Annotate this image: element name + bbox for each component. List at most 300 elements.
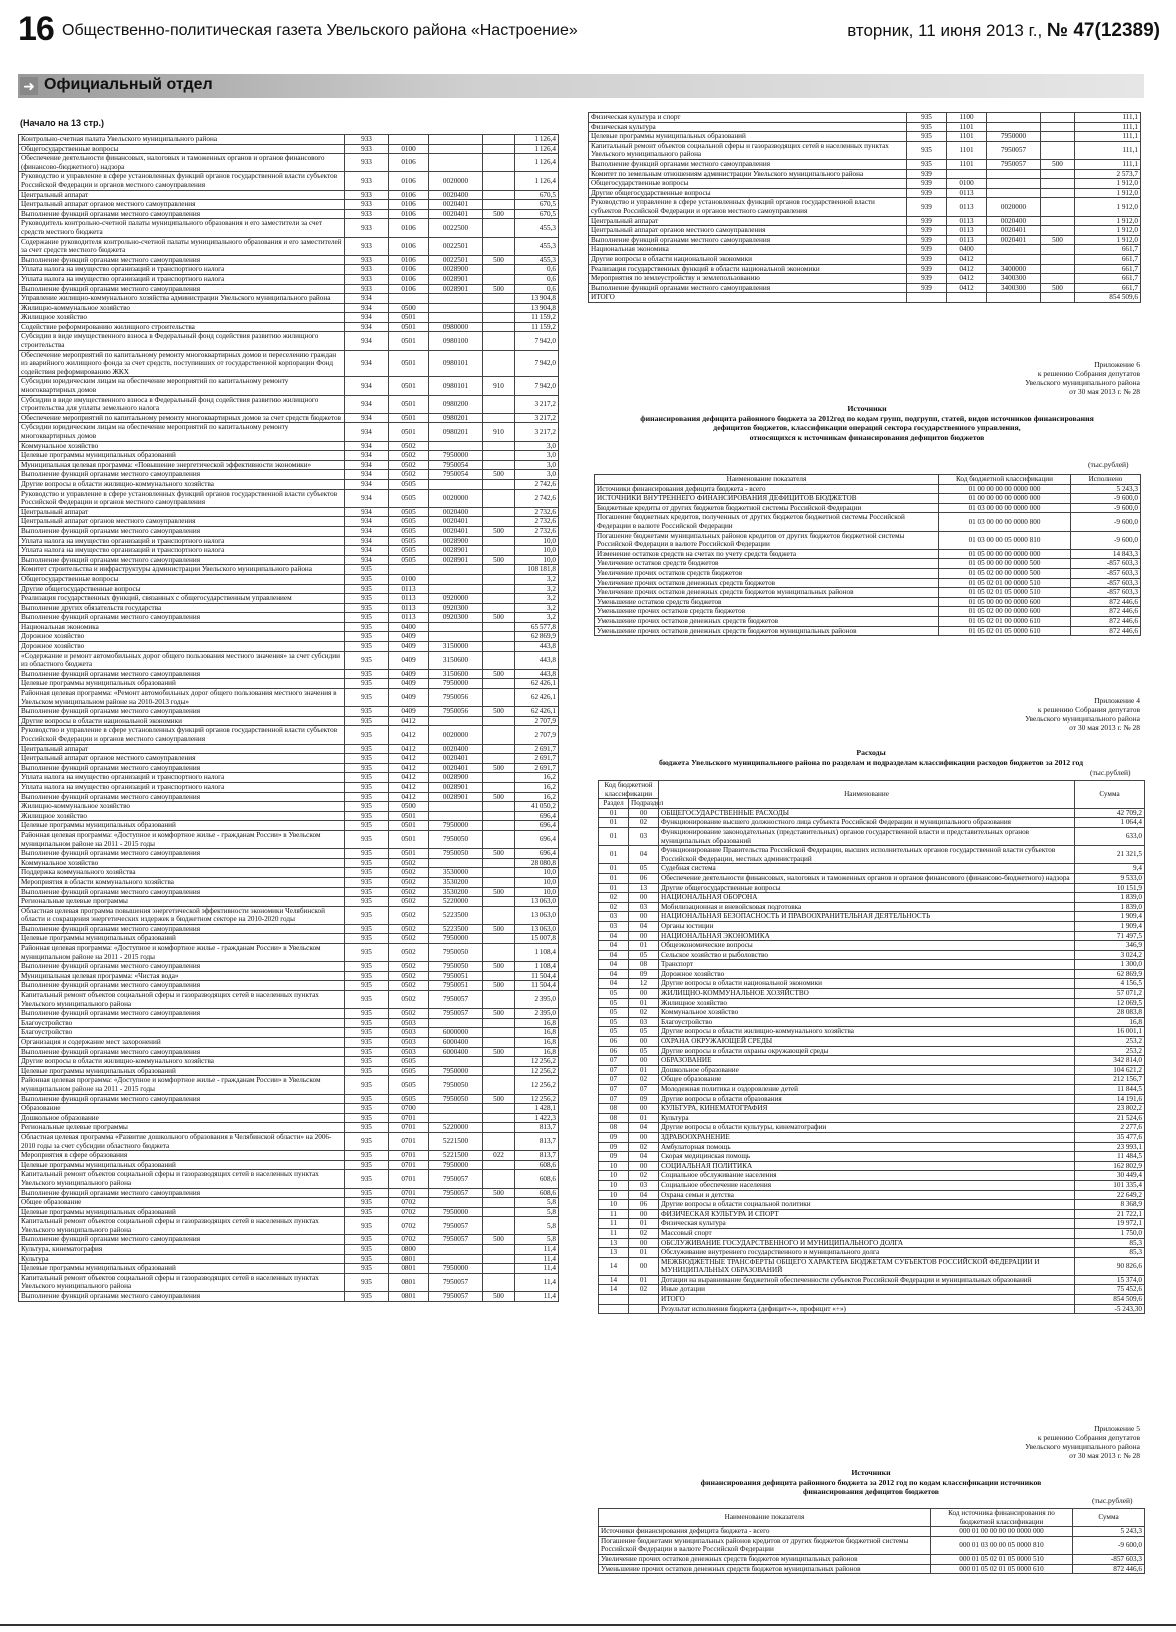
table-cell	[987, 113, 1041, 123]
table-cell: Целевые программы муниципальных образований	[589, 132, 907, 142]
table-cell: Дошкольное образование	[659, 1065, 1075, 1075]
date-text: вторник, 11 июня 2013 г.,	[847, 21, 1043, 40]
table-cell: 935	[345, 924, 389, 934]
table-cell: 5,8	[515, 1207, 559, 1217]
table-cell: 872 446,6	[1071, 626, 1141, 636]
table-cell: 934	[345, 313, 389, 323]
table-cell: 7950050	[429, 830, 483, 848]
table-cell	[483, 1132, 515, 1150]
table-cell: 0502	[389, 441, 429, 451]
table-cell: 0502	[389, 1009, 429, 1019]
table-row	[19, 944, 559, 962]
table-cell: 01 05 00 00 00 0000 000	[939, 549, 1071, 559]
table-cell	[483, 689, 515, 707]
table-cell: 16,2	[515, 792, 559, 802]
table-cell: 0502	[389, 897, 429, 907]
table-cell: Выполнение функций органами местного самоуправления	[19, 1235, 345, 1245]
table-cell: 7950050	[429, 944, 483, 962]
table-row	[19, 897, 559, 907]
table-cell: Контрольно-счетная палата Увельского муниципального района	[19, 135, 345, 145]
table-row	[19, 707, 559, 717]
table-cell: 0501	[389, 395, 429, 413]
table-cell: 0500	[389, 802, 429, 812]
table-cell: 7950051	[429, 971, 483, 981]
table-cell: Целевые программы муниципальных образований	[19, 1264, 345, 1274]
table-cell: 01 05 02 01 05 0000 510	[939, 588, 1071, 598]
appendix4-header-razdel: Раздел	[599, 799, 629, 809]
table-cell: 934	[345, 441, 389, 451]
table-cell: Выполнение функций органами местного самоуправления	[19, 669, 345, 679]
table-row	[595, 588, 1141, 598]
table-cell: 5,8	[515, 1217, 559, 1235]
table-cell: 0980100	[429, 332, 483, 350]
table-cell: Выполнение функций органами местного самоуправления	[19, 981, 345, 991]
table-cell: -857 603,3	[1071, 559, 1141, 569]
table-row	[19, 322, 559, 332]
table-cell: 0106	[389, 154, 429, 172]
table-cell: 0502	[389, 906, 429, 924]
table-cell: 62 426,1	[515, 679, 559, 689]
table-cell	[483, 632, 515, 642]
table-cell: 7950000	[429, 451, 483, 461]
table-row	[595, 494, 1141, 504]
table-row	[589, 245, 1141, 255]
table-cell: МЕЖБЮДЖЕТНЫЕ ТРАНСФЕРТЫ ОБЩЕГО ХАРАКТЕРА БЮДЖЕТАМ СУБЪЕКТОВ РОССИЙСКОЙ ФЕДЕРАЦИИ И МУНИЦИПАЛЬНЫХ ОБРАЗОВАНИЙ	[659, 1257, 1075, 1275]
table-cell	[483, 237, 515, 255]
table-row	[599, 1248, 1145, 1258]
table-row	[595, 578, 1141, 588]
table-cell: 12 256,2	[515, 1066, 559, 1076]
table-row	[19, 782, 559, 792]
table-cell: 935	[345, 802, 389, 812]
table-cell: -857 603,3	[1071, 578, 1141, 588]
table-cell: 01	[599, 846, 629, 864]
table-cell: 0500	[389, 303, 429, 313]
table-cell: 0502	[389, 934, 429, 944]
table-row	[19, 1273, 559, 1291]
table-cell	[483, 944, 515, 962]
table-cell: 0501	[389, 377, 429, 395]
table-cell: 12 069,5	[1075, 998, 1145, 1008]
table-cell: 0022501	[429, 255, 483, 265]
table-row	[19, 1104, 559, 1114]
table-cell: 670,5	[515, 200, 559, 210]
table-row	[19, 811, 559, 821]
table-cell	[1041, 141, 1075, 159]
table-cell: 2 573,7	[1075, 169, 1141, 179]
table-cell: 346,9	[1075, 941, 1145, 951]
table-row	[19, 877, 559, 887]
table-cell: 00	[629, 931, 659, 941]
table-cell: 0502	[389, 877, 429, 887]
table-cell: 500	[483, 962, 515, 972]
table-cell: 08	[629, 960, 659, 970]
table-cell: 935	[907, 122, 947, 132]
table-cell: 16,8	[515, 1018, 559, 1028]
table-cell: 0113	[947, 216, 987, 226]
table-cell	[483, 1254, 515, 1264]
table-cell	[483, 991, 515, 1009]
table-cell: 13	[599, 1248, 629, 1258]
table-cell: 608,6	[515, 1160, 559, 1170]
table-cell: Молодежная политика и оздоровление детей	[659, 1085, 1075, 1095]
table-cell	[429, 479, 483, 489]
table-row	[19, 868, 559, 878]
table-cell: 0980101	[429, 377, 483, 395]
table-cell	[429, 144, 483, 154]
table-cell	[1041, 226, 1075, 236]
table-cell: Иные дотации	[659, 1285, 1075, 1295]
table-cell: 0412	[389, 716, 429, 726]
table-cell: 10	[599, 1180, 629, 1190]
table-cell	[429, 1104, 483, 1114]
table-cell: 910	[483, 423, 515, 441]
table-cell: Содействие реформированию жилищного строительства	[19, 322, 345, 332]
table-cell: 0801	[389, 1273, 429, 1291]
table-cell: 3,2	[515, 603, 559, 613]
table-row	[19, 1066, 559, 1076]
table-cell	[483, 642, 515, 652]
table-cell	[1041, 254, 1075, 264]
table-cell: 0920300	[429, 613, 483, 623]
table-cell: Выполнение функций органами местного самоуправления	[19, 1188, 345, 1198]
table-cell: 500	[483, 284, 515, 294]
table-cell: Другие вопросы в области национальной экономики	[589, 254, 907, 264]
table-cell: 0412	[947, 264, 987, 274]
table-cell: 01 03 00 00 05 0000 810	[939, 531, 1071, 549]
table-row	[19, 144, 559, 154]
table-cell	[483, 1207, 515, 1217]
table-row	[19, 395, 559, 413]
table-cell: Выполнение функций органами местного самоуправления	[19, 1047, 345, 1057]
table-cell	[483, 1018, 515, 1028]
table-cell: 0113	[389, 584, 429, 594]
table-cell: 03	[629, 1017, 659, 1027]
table-row	[599, 1017, 1145, 1027]
table-row	[19, 565, 559, 575]
table-row	[19, 584, 559, 594]
table-cell: Руководитель контрольно-счетной палаты муниципального образования и его заместители за счет средств местного бюджета	[19, 219, 345, 237]
table-cell: «Содержание и ремонт автомобильных дорог общего пользования местного значения» за счет субсидии из областного бюджета	[19, 651, 345, 669]
table-cell	[429, 154, 483, 172]
table-cell: Жилищное хозяйство	[19, 313, 345, 323]
table-cell: 661,7	[1075, 283, 1141, 293]
table-cell: 01	[599, 818, 629, 828]
table-row	[595, 484, 1141, 494]
table-row	[599, 1075, 1145, 1085]
table-cell	[483, 1028, 515, 1038]
table-cell	[483, 172, 515, 190]
table-cell: 11,4	[515, 1273, 559, 1291]
table-cell: 00	[629, 1238, 659, 1248]
table-cell: 934	[345, 489, 389, 507]
table-cell: 872 446,6	[1071, 597, 1141, 607]
table-cell	[429, 811, 483, 821]
table-row	[595, 568, 1141, 578]
table-cell: 0505	[389, 555, 429, 565]
table-cell: 0505	[389, 1094, 429, 1104]
table-cell: 935	[345, 1028, 389, 1038]
table-cell	[483, 858, 515, 868]
table-cell: 935	[345, 1104, 389, 1114]
table-cell: 0106	[389, 172, 429, 190]
table-cell: 934	[345, 526, 389, 536]
table-cell	[483, 1264, 515, 1274]
table-cell	[429, 135, 483, 145]
table-cell: 10	[599, 1190, 629, 1200]
table-cell: 3150600	[429, 651, 483, 669]
table-cell: Другие общегосударственные вопросы	[659, 883, 1075, 893]
table-row	[599, 1142, 1145, 1152]
table-cell	[483, 313, 515, 323]
table-cell: СОЦИАЛЬНАЯ ПОЛИТИКА	[659, 1161, 1075, 1171]
left-budget-table	[18, 134, 559, 1302]
table-cell: Дорожное хозяйство	[19, 642, 345, 652]
table-cell: Выполнение функций органами местного самоуправления	[19, 209, 345, 219]
table-row	[19, 1009, 559, 1019]
table-cell: 1 750,0	[1075, 1228, 1145, 1238]
table-cell: 935	[345, 574, 389, 584]
table-cell: 13	[629, 883, 659, 893]
table-cell: 1 912,0	[1075, 226, 1141, 236]
table-cell: Выполнение функций органами местного самоуправления	[19, 962, 345, 972]
table-cell: 01	[629, 1065, 659, 1075]
table-row	[19, 744, 559, 754]
table-cell: 0100	[947, 179, 987, 189]
appendix5-table	[598, 1508, 1145, 1574]
table-cell: Районная целевая программа: «Доступное и комфортное жилье - гражданам России» в Увельском муниципальном районе на 2011 - 2015 годы	[19, 944, 345, 962]
table-cell: 0020401	[429, 526, 483, 536]
table-cell: 935	[345, 971, 389, 981]
table-cell: 2 395,0	[515, 1009, 559, 1019]
table-cell: 03	[629, 902, 659, 912]
table-cell: 28 080,8	[515, 858, 559, 868]
table-cell: 0022501	[429, 237, 483, 255]
table-cell	[947, 293, 987, 303]
table-row	[589, 132, 1141, 142]
table-cell: Социальное обеспечение населения	[659, 1180, 1075, 1190]
table-cell: 0505	[389, 1057, 429, 1067]
table-cell: 935	[907, 113, 947, 123]
table-cell: 935	[345, 1160, 389, 1170]
table-row	[599, 1094, 1145, 1104]
table-cell	[483, 773, 515, 783]
table-cell: 0409	[389, 679, 429, 689]
table-cell	[483, 303, 515, 313]
arrow-icon: ➜	[20, 77, 38, 95]
table-cell	[429, 1245, 483, 1255]
table-cell: Выполнение функций органами местного самоуправления	[19, 1292, 345, 1302]
table-cell: 0701	[389, 1132, 429, 1150]
table-cell: 0501	[389, 423, 429, 441]
table-cell: 1 909,4	[1075, 912, 1145, 922]
table-cell: 09	[629, 969, 659, 979]
table-cell	[483, 322, 515, 332]
table-row	[599, 989, 1145, 999]
table-cell: Сельское хозяйство и рыболовство	[659, 950, 1075, 960]
table-cell	[629, 1295, 659, 1305]
table-cell: 939	[907, 169, 947, 179]
table-cell: 30 449,4	[1075, 1171, 1145, 1181]
table-cell: 7950057	[429, 1188, 483, 1198]
table-cell: 3400300	[987, 283, 1041, 293]
table-cell	[1041, 179, 1075, 189]
table-cell	[599, 1304, 629, 1314]
table-cell: 3400000	[987, 264, 1041, 274]
table-row	[599, 902, 1145, 912]
table-cell: 04	[629, 1152, 659, 1162]
table-row	[19, 1113, 559, 1123]
table-cell: 933	[345, 284, 389, 294]
table-cell: 0028901	[429, 792, 483, 802]
table-cell: Центральный аппарат органов местного самоуправления	[19, 200, 345, 210]
table-cell: Жилищно-коммунальное хозяйство	[19, 303, 345, 313]
table-cell: 08	[599, 1104, 629, 1114]
table-cell	[483, 868, 515, 878]
table-cell: 696,4	[515, 849, 559, 859]
table-cell: 3 217,2	[515, 413, 559, 423]
table-row	[19, 274, 559, 284]
table-row	[19, 255, 559, 265]
table-cell: 7950057	[987, 159, 1041, 169]
table-cell: 934	[345, 479, 389, 489]
table-cell: Другие вопросы в области культуры, кинематографии	[659, 1123, 1075, 1133]
table-cell: 01 05 02 01 00 0000 510	[939, 578, 1071, 588]
table-row	[599, 950, 1145, 960]
table-cell: Мероприятия в области коммунального хозяйства	[19, 877, 345, 887]
table-row	[19, 689, 559, 707]
table-cell: 16,2	[515, 782, 559, 792]
table-cell: 10,0	[515, 868, 559, 878]
table-cell: 03	[599, 921, 629, 931]
table-cell: -5 243,30	[1075, 1304, 1145, 1314]
table-cell: 0,6	[515, 284, 559, 294]
table-cell: Коммунальное хозяйство	[19, 441, 345, 451]
table-cell: 00	[629, 1161, 659, 1171]
table-cell: 1 839,0	[1075, 902, 1145, 912]
table-cell: 935	[345, 1207, 389, 1217]
table-cell: 608,6	[515, 1188, 559, 1198]
table-row	[19, 887, 559, 897]
table-cell: 3530200	[429, 877, 483, 887]
table-cell: 933	[345, 190, 389, 200]
table-cell	[483, 679, 515, 689]
table-cell: 0702	[389, 1235, 429, 1245]
table-cell: Функционирование высшего должностного лица субъекта Российской Федерации и муниципального образования	[659, 818, 1075, 828]
table-cell: 500	[483, 849, 515, 859]
table-row	[599, 846, 1145, 864]
table-cell: Организация и содержание мест захоронений	[19, 1038, 345, 1048]
table-row	[599, 1304, 1145, 1314]
table-row	[19, 451, 559, 461]
table-cell: ИТОГО	[589, 293, 907, 303]
table-cell: Выполнение других обязательств государства	[19, 603, 345, 613]
table-cell: 0503	[389, 1038, 429, 1048]
table-cell: 0020400	[429, 507, 483, 517]
table-cell: 934	[345, 555, 389, 565]
table-cell: 108 181,8	[515, 565, 559, 575]
appendix4-header-name: Наименование	[659, 781, 1075, 809]
table-cell: 01	[599, 864, 629, 874]
table-cell	[483, 1160, 515, 1170]
table-cell: 935	[345, 763, 389, 773]
table-cell: 872 446,6	[1071, 607, 1141, 617]
table-cell: 02	[629, 1171, 659, 1181]
appendix5-unit: (тыс.рублей)	[1092, 1496, 1133, 1505]
table-cell: 11 504,4	[515, 981, 559, 991]
table-row	[599, 921, 1145, 931]
table-cell: 11,4	[515, 1254, 559, 1264]
table-row	[599, 1219, 1145, 1229]
table-cell: 872 446,6	[1071, 616, 1141, 626]
table-cell: 06	[599, 1046, 629, 1056]
table-row	[599, 1056, 1145, 1066]
table-row	[19, 219, 559, 237]
table-row	[589, 188, 1141, 198]
table-cell: -9 600,0	[1071, 494, 1141, 504]
table-cell: 934	[345, 536, 389, 546]
table-cell: 04	[599, 969, 629, 979]
table-cell: 7950000	[429, 1066, 483, 1076]
table-cell: 1101	[947, 159, 987, 169]
table-cell: 0106	[389, 219, 429, 237]
table-cell: 1101	[947, 141, 987, 159]
table-row	[599, 969, 1145, 979]
table-cell: 1 912,0	[1075, 198, 1141, 216]
table-cell: 933	[345, 172, 389, 190]
table-row	[595, 549, 1141, 559]
table-row	[599, 1564, 1145, 1574]
table-cell: 42 709,2	[1075, 808, 1145, 818]
table-cell	[483, 594, 515, 604]
table-cell: 04	[629, 846, 659, 864]
table-cell: Культура	[659, 1113, 1075, 1123]
appendix6-unit: (тыс.рублей)	[1088, 460, 1129, 469]
table-cell: 7950057	[429, 1009, 483, 1019]
table-cell: 7950057	[987, 141, 1041, 159]
table-cell: 0113	[389, 594, 429, 604]
appendix6-table	[594, 474, 1141, 636]
table-cell: 500	[483, 470, 515, 480]
table-cell: 02	[599, 893, 629, 903]
table-cell: 443,8	[515, 642, 559, 652]
table-cell: Региональные целевые программы	[19, 897, 345, 907]
table-cell: 0020401	[429, 754, 483, 764]
table-cell: Региональные целевые программы	[19, 1123, 345, 1133]
table-cell	[1041, 113, 1075, 123]
table-cell: 0700	[389, 1104, 429, 1114]
table-cell: 3150600	[429, 669, 483, 679]
table-cell: 934	[345, 451, 389, 461]
table-cell: 935	[345, 1018, 389, 1028]
table-cell: Культура, кинематография	[19, 1245, 345, 1255]
table-cell: Уменьшение прочих остатков денежных средств бюджетов	[595, 616, 939, 626]
table-cell: 0502	[389, 971, 429, 981]
table-cell: 1 126,4	[515, 144, 559, 154]
table-cell	[389, 565, 429, 575]
table-cell: 0412	[389, 782, 429, 792]
table-cell: Центральный аппарат	[589, 216, 907, 226]
table-cell: 06	[629, 873, 659, 883]
table-cell: Поддержка коммунального хозяйства	[19, 868, 345, 878]
table-cell: 1 839,0	[1075, 893, 1145, 903]
table-row	[19, 1292, 559, 1302]
table-cell: 935	[345, 726, 389, 744]
table-cell: 01 00 00 00 00 0000 000	[939, 484, 1071, 494]
table-cell: Выполнение функций органами местного самоуправления	[19, 707, 345, 717]
table-cell: 500	[483, 1094, 515, 1104]
table-cell: 0505	[389, 517, 429, 527]
